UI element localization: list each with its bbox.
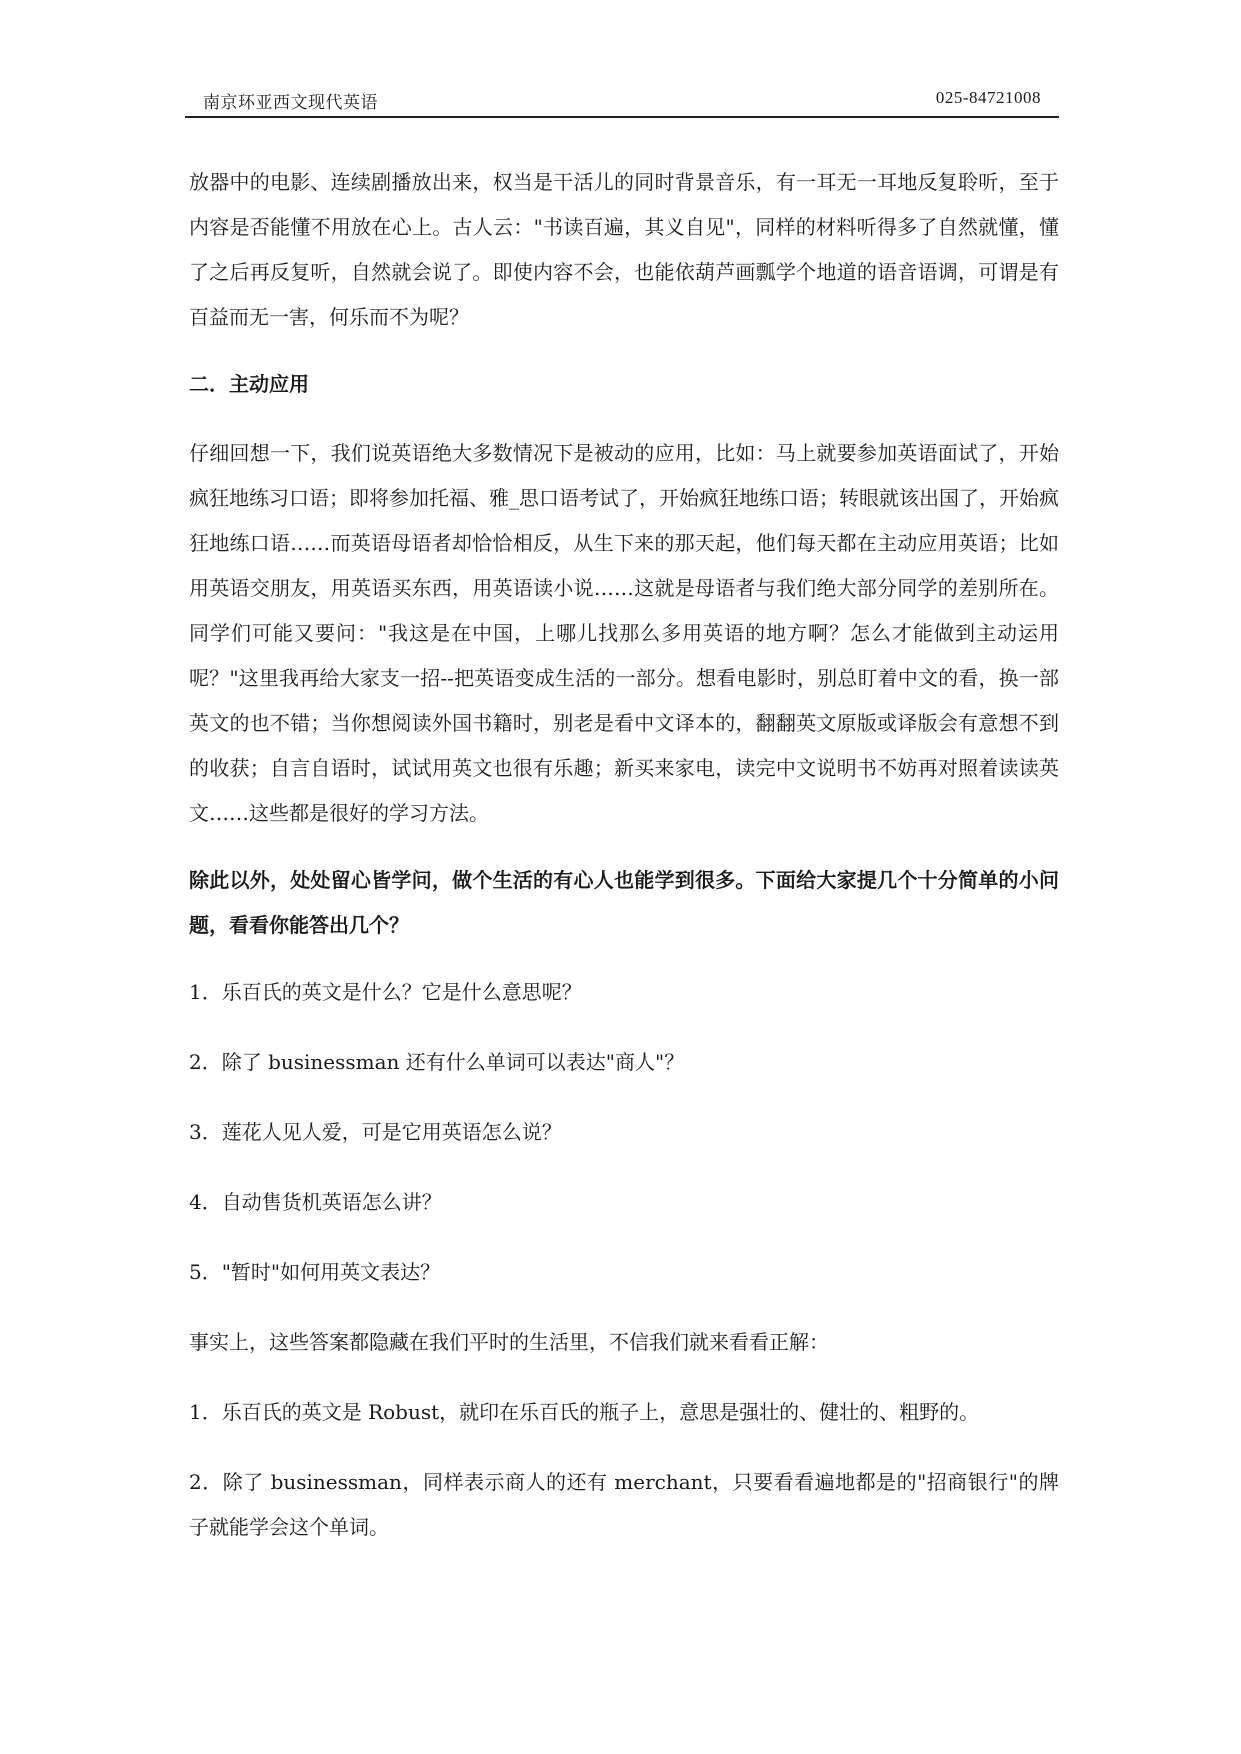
paragraph-answers-intro: 事实上，这些答案都隐藏在我们平时的生活里，不信我们就来看看正解： [189,1330,829,1354]
page-header [185,88,1059,118]
answer-2: 2．除了 businessman，同样表示商人的还有 merchant，只要看看遍地都是的"招商银行"的牌子就能学会这个单词。 [189,1470,1059,1539]
question-1: 1．乐百氏的英文是什么？它是什么意思呢？ [189,980,582,1004]
paragraph-active-use: 仔细回想一下，我们说英语绝大多数情况下是被动的应用，比如：马上就要参加英语面试了，开始疯狂地练习口语；即将参加托福、雅_思口语考试了，开始疯狂地练口语；转眼就该出国了，开始疯狂地练口语……而英语母语者却恰恰相反，从生下来的那天起，他们每天都在主动应用英语；比如用英语交朋友，用英语买东西，用英语读小说……这就是母语者与我们绝大部分同学的差别所在。同学们可能又要问："我这是在中国，上哪儿找那么多用英语的地方啊？怎么才能做到主动运用呢？"这里我再给大家支一招--把英语变成生活的一部分。想看电影时，别总盯着中文的看，换一部英文的也不错；当你想阅读外国书籍时，别老是看中文译本的，翻翻英文原版或译版会有意想不到的收获；自言自语时，试试用英文也很有乐趣；新买来家电，读完中文说明书不妨再对照着读读英文……这些都是很好的学习方法。 [189,441,1059,825]
section-heading-active-use: 二．主动应用 [189,372,309,396]
question-5: 5．"暂时"如何用英文表达？ [189,1260,441,1284]
question-2: 2．除了 businessman 还有什么单词可以表达"商人"？ [189,1050,685,1074]
header-school-name: 南京环亚西文现代英语 [203,93,378,113]
header-phone-number: 025-84721008 [935,88,1041,107]
document-body [189,160,1059,1575]
paragraph-questions-intro: 除此以外，处处留心皆学问，做个生活的有心人也能学到很多。下面给大家提几个十分简单的小问题，看看你能答出几个？ [189,868,1059,937]
answer-1: 1．乐百氏的英文是 Robust，就印在乐百氏的瓶子上，意思是强壮的、健壮的、粗野的。 [189,1400,980,1424]
question-3: 3．莲花人见人爱，可是它用英语怎么说？ [189,1120,562,1144]
paragraph-listening: 放器中的电影、连续剧播放出来，权当是干活儿的同时背景音乐，有一耳无一耳地反复聆听，至于内容是否能懂不用放在心上。古人云："书读百遍，其义自见"，同样的材料听得多了自然就懂，懂了之后再反复听，自然就会说了。即使内容不会，也能依葫芦画瓢学个地道的语音语调，可谓是有百益而无一害，何乐而不为呢？ [189,170,1059,329]
question-4: 4．自动售货机英语怎么讲？ [189,1190,442,1214]
